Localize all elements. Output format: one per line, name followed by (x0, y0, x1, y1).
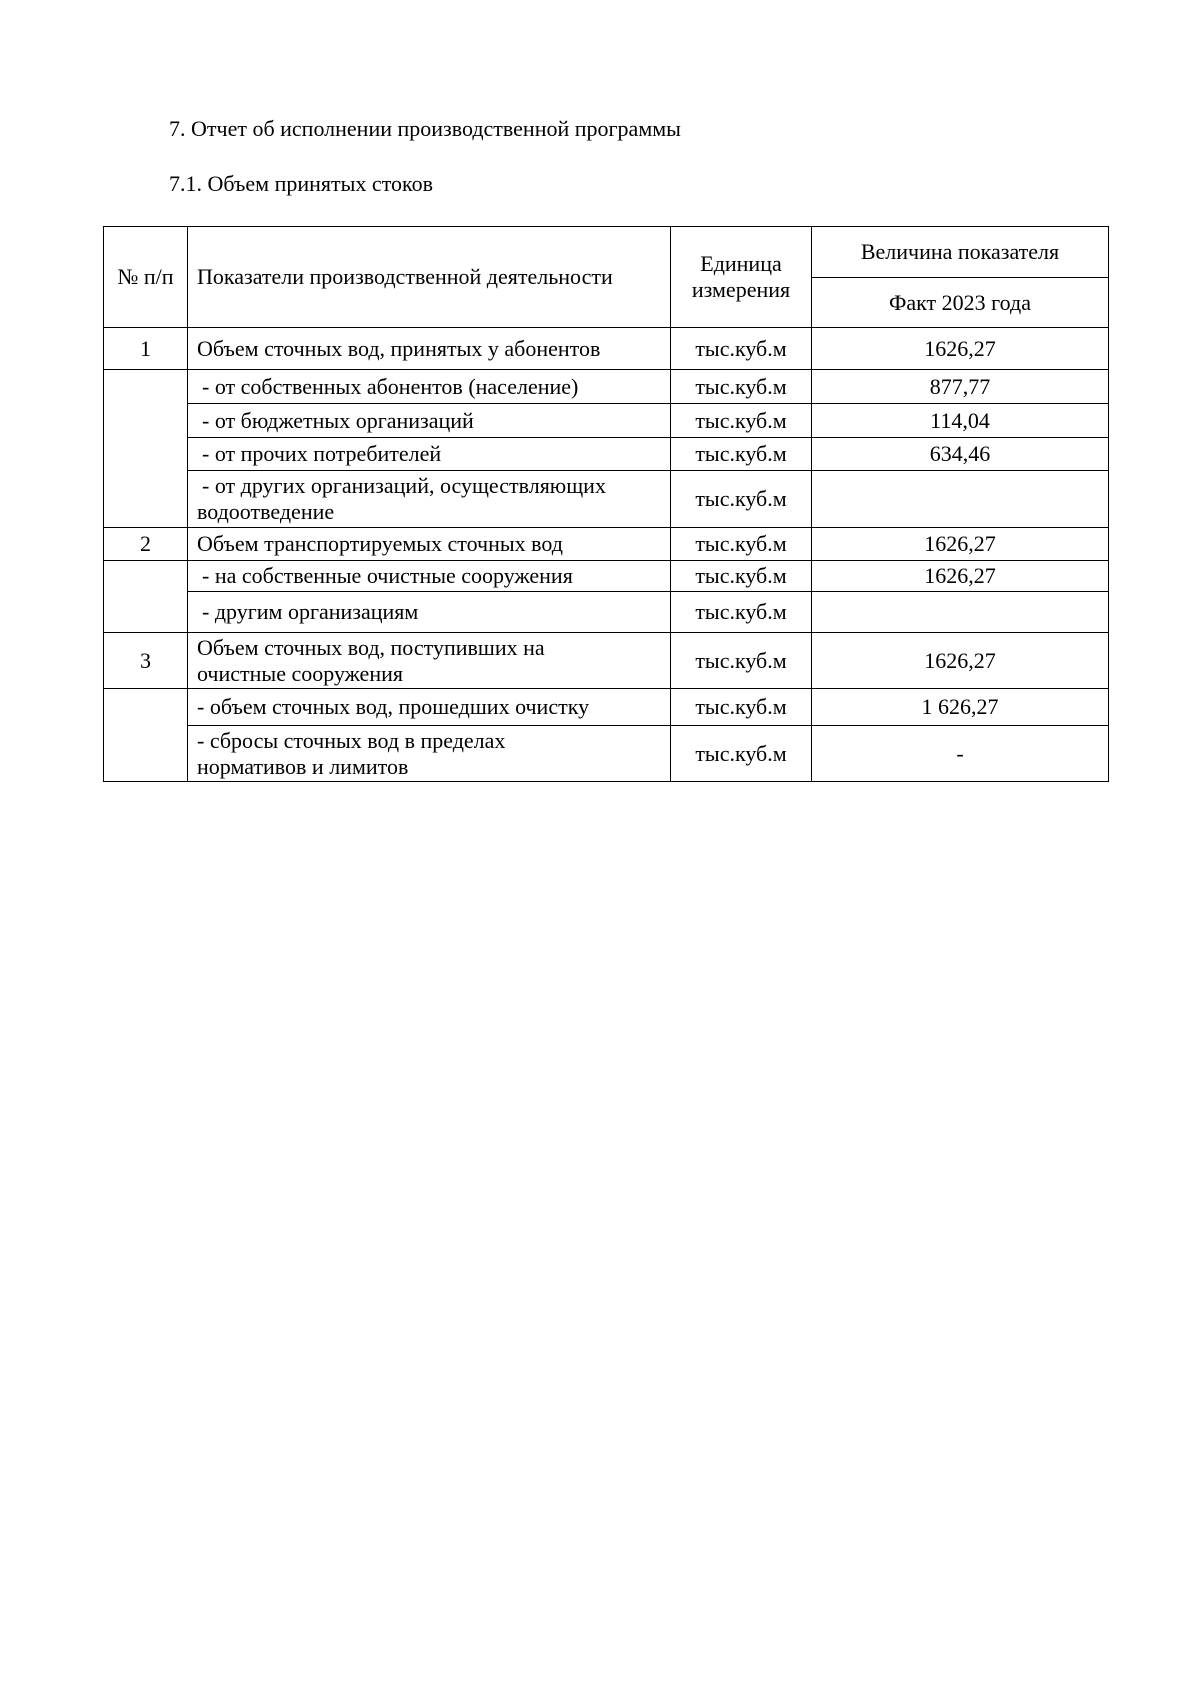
row-unit: тыс.куб.м (671, 528, 812, 561)
row-indicator (188, 471, 671, 528)
header-num: № п/п (104, 227, 188, 328)
row-value: 1626,27 (812, 528, 1109, 561)
section-title: 7. Отчет об исполнении производственной программы (169, 116, 681, 141)
row-unit: тыс.куб.м (671, 561, 812, 592)
row-indicator: - на собственные очистные сооружения (188, 561, 671, 592)
row-indicator: - другим организациям (188, 592, 671, 633)
row-indicator: - от бюджетных организаций (188, 404, 671, 438)
row-indicator: Объем сточных вод, принятых у абонентов (188, 328, 671, 370)
row-indicator: Объем транспортируемых сточных вод (188, 528, 671, 561)
header-unit-line2: измерения (691, 277, 791, 302)
row-unit: тыс.куб.м (671, 633, 812, 689)
row-value: 1626,27 (812, 328, 1109, 370)
row-unit: тыс.куб.м (671, 370, 812, 404)
table-row (104, 404, 1109, 438)
row-value: 114,04 (812, 404, 1109, 438)
row-indicator: - от собственных абонентов (население) (188, 370, 671, 404)
row-value (812, 592, 1109, 633)
table-row (104, 561, 1109, 592)
header-value-fact-2023: Факт 2023 года (812, 278, 1109, 328)
row-value: - (812, 726, 1109, 782)
row-num: 2 (104, 528, 188, 561)
header-unit (671, 227, 812, 328)
row-indicator-line2: очистные сооружения (197, 660, 403, 686)
table-row (104, 633, 1109, 689)
subsection-title: 7.1. Объем принятых стоков (169, 171, 433, 196)
row-unit: тыс.куб.м (671, 404, 812, 438)
row-indicator: - объем сточных вод, прошедших очистку (188, 689, 671, 726)
row-num: 1 (104, 328, 188, 370)
wastewater-volume-table (103, 226, 1109, 782)
table-row (104, 592, 1109, 633)
row-value: 877,77 (812, 370, 1109, 404)
table-row (104, 528, 1109, 561)
row-unit: тыс.куб.м (671, 726, 812, 782)
row-unit: тыс.куб.м (671, 471, 812, 528)
row-value: 1626,27 (812, 561, 1109, 592)
row-unit: тыс.куб.м (671, 328, 812, 370)
header-indicator: Показатели производственной деятельности (188, 227, 671, 328)
row-indicator-line1: - сбросы сточных вод в пределах (197, 727, 506, 753)
row-indicator-line1: - от других организаций, осуществляющих (202, 473, 606, 498)
table-row (104, 438, 1109, 471)
row-indicator-line2: нормативов и лимитов (197, 753, 409, 779)
row-indicator (188, 633, 671, 689)
row-indicator: - от прочих потребителей (188, 438, 671, 471)
table-row (104, 689, 1109, 726)
row-unit: тыс.куб.м (671, 689, 812, 726)
row-indicator-line2: водоотведение (197, 499, 335, 524)
row-value: 634,46 (812, 438, 1109, 471)
row-num (104, 561, 188, 633)
row-value: 1 626,27 (812, 689, 1109, 726)
table-row (104, 726, 1109, 782)
row-unit: тыс.куб.м (671, 592, 812, 633)
row-num: 3 (104, 633, 188, 689)
row-value (812, 471, 1109, 528)
row-unit: тыс.куб.м (671, 438, 812, 471)
row-indicator-line1: Объем сточных вод, поступивших на (197, 634, 545, 660)
row-indicator (188, 726, 671, 782)
table-row (104, 328, 1109, 370)
row-value: 1626,27 (812, 633, 1109, 689)
table-row (104, 370, 1109, 404)
header-value-group: Величина показателя (812, 227, 1109, 278)
header-unit-line1: Единица (700, 251, 782, 276)
row-num (104, 370, 188, 528)
table-row (104, 471, 1109, 528)
row-num (104, 689, 188, 782)
